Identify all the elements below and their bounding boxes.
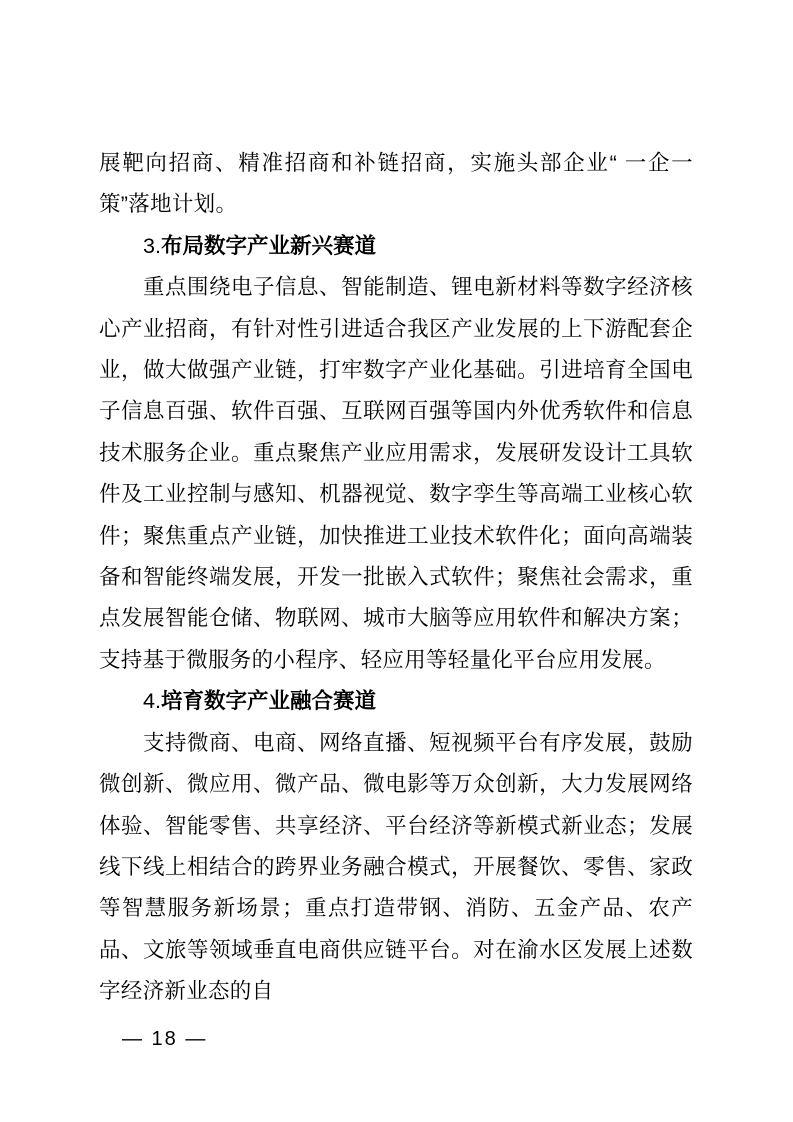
- section-heading-3: [99, 226, 693, 267]
- page-body: [99, 143, 693, 1013]
- section-heading-3-title: 布局数字产业新兴赛道: [160, 233, 376, 258]
- page-number: — 18 —: [122, 1028, 208, 1050]
- paragraph-section-4: 支持微商、电商、网络直播、短视频平台有序发展，鼓励微创新、微应用、微产品、微电影等万众创新，大力发展网络体验、智能零售、共享经济、平台经济等新模式新业态；发展线下线上相结合的跨界业务融合模式，开展餐饮、零售、家政等智慧服务新场景；重点打造带钢、消防、五金产品、农产品、文旅等领域垂直电商供应链平台。对在渝水区发展上述数字经济新业态的自: [99, 730, 693, 1004]
- section-heading-4-title: 培育数字产业融合赛道: [160, 689, 376, 714]
- paragraph-section-3: 重点围绕电子信息、智能制造、锂电新材料等数字经济核心产业招商，有针对性引进适合我区产业发展的上下游配套企业，做大做强产业链，打牢数字产业化基础。引进培育全国电子信息百强、软件百强、互联网百强等国内外优秀软件和信息技术服务企业。重点聚焦产业应用需求，发展研发设计工具软件及工业控制与感知、机器视觉、数字孪生等高端工业核心软件；聚焦重点产业链，加快推进工业技术软件化；面向高端装备和智能终端发展，开发一批嵌入式软件；聚焦社会需求，重点发展智能仓储、物联网、城市大脑等应用软件和解决方案；支持基于微服务的小程序、轻应用等轻量化平台应用发展。: [99, 275, 693, 672]
- section-heading-4-number: 4.: [143, 689, 161, 714]
- section-heading-4: [99, 681, 693, 722]
- paragraph-continuation: 展靶向招商、精准招商和补链招商，实施头部企业“ 一企一策”落地计划。: [99, 151, 693, 217]
- section-heading-3-number: 3.: [143, 233, 161, 258]
